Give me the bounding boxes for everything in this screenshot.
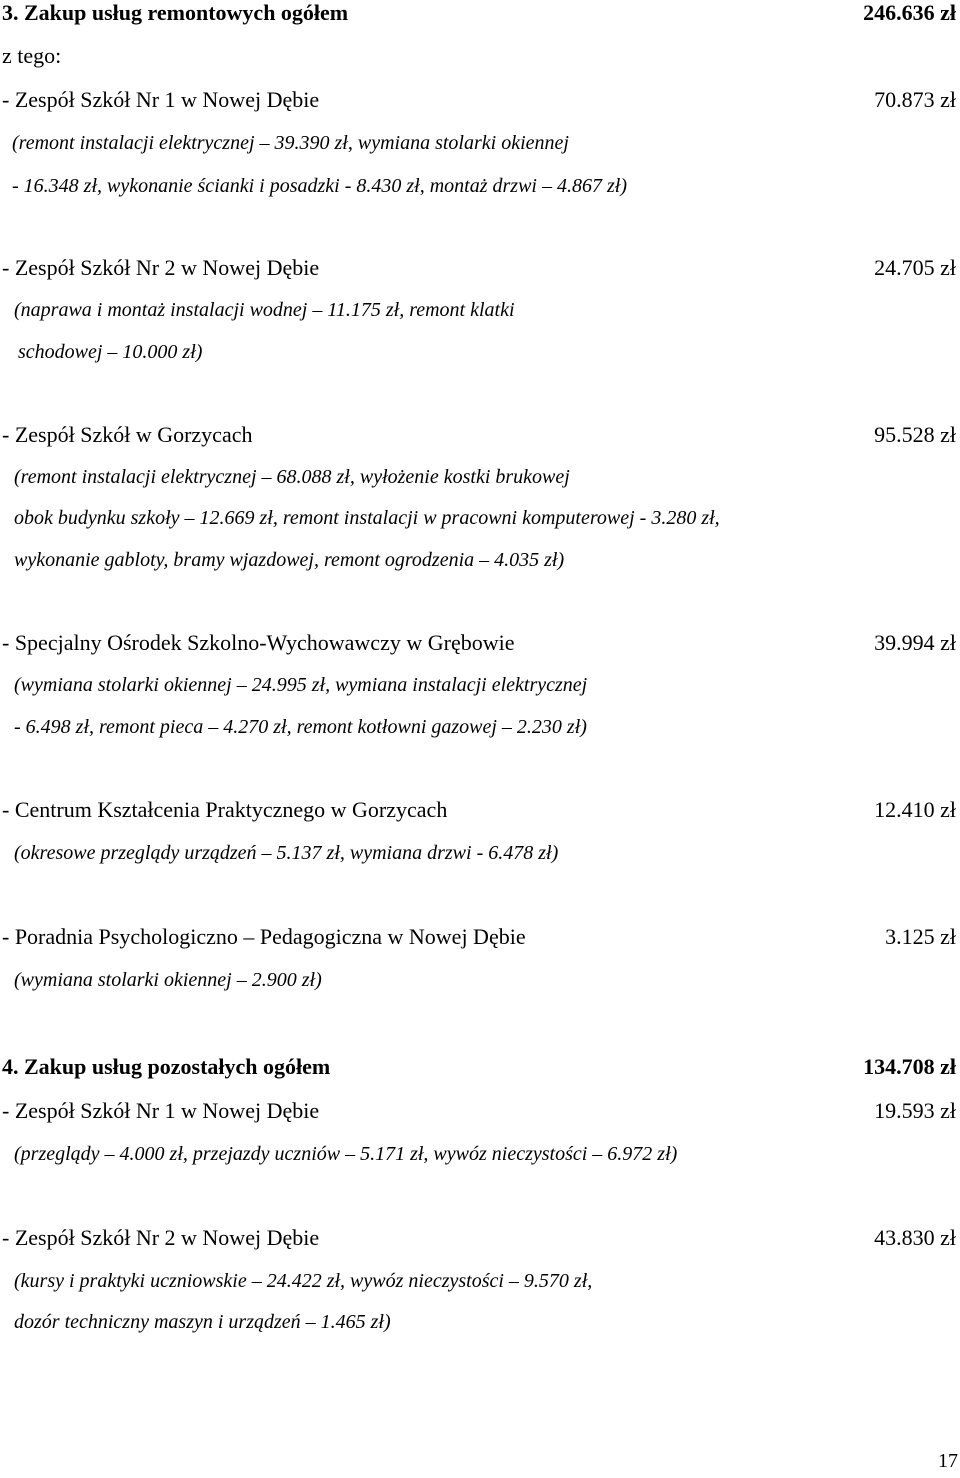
entry-amount: 95.528 zł <box>874 422 956 447</box>
entry-name: - Centrum Kształcenia Praktycznego w Gorzycach <box>2 797 448 822</box>
entry-name: - Specjalny Ośrodek Szkolno-Wychowawczy w Grębowie <box>2 630 515 655</box>
entry-detail: (przeglądy – 4.000 zł, przejazdy uczniów – 5.171 zł, wywóz nieczystości – 6.972 zł) <box>14 1143 678 1165</box>
entry-detail: (naprawa i montaż instalacji wodnej – 11.175 zł, remont klatki <box>14 299 515 321</box>
list-item <box>0 87 960 117</box>
entry-detail-row <box>0 339 960 369</box>
entry-amount: 70.873 zł <box>874 87 956 112</box>
entry-detail: (wymiana stolarki okiennej – 24.995 zł, wymiana instalacji elektrycznej <box>14 674 588 696</box>
entry-detail: (remont instalacji elektrycznej – 39.390 zł, wymiana stolarki okiennej <box>12 132 569 154</box>
list-item <box>0 630 960 660</box>
section3-subhead: z tego: <box>2 43 62 68</box>
list-item <box>0 1098 960 1128</box>
section3-title: 3. Zakup usług remontowych ogółem <box>2 0 349 25</box>
entry-detail: (wymiana stolarki okiennej – 2.900 zł) <box>14 969 322 991</box>
page-number: 17 <box>938 1450 958 1472</box>
entry-detail-row <box>0 1141 960 1171</box>
section3-total: 246.636 zł <box>863 0 956 25</box>
section4-header <box>0 1054 960 1084</box>
entry-detail: - 6.498 zł, remont pieca – 4.270 zł, remont kotłowni gazowej – 2.230 zł) <box>14 716 587 738</box>
entry-detail: wykonanie gabloty, bramy wjazdowej, remont ogrodzenia – 4.035 zł) <box>14 549 565 571</box>
section4-title: 4. Zakup usług pozostałych ogółem <box>2 1054 331 1079</box>
entry-name: - Zespół Szkół Nr 1 w Nowej Dębie <box>2 1098 320 1123</box>
entry-detail-row <box>0 1309 960 1339</box>
entry-detail: (remont instalacji elektrycznej – 68.088 zł, wyłożenie kostki brukowej <box>14 466 570 488</box>
section3-header <box>0 0 960 30</box>
entry-detail: - 16.348 zł, wykonanie ścianki i posadzki - 8.430 zł, montaż drzwi – 4.867 zł) <box>12 175 627 197</box>
entry-detail-row <box>0 714 960 744</box>
entry-detail-row <box>0 505 960 535</box>
entry-detail-row <box>0 672 960 702</box>
entry-detail-row <box>0 173 960 203</box>
entry-name: - Zespół Szkół Nr 2 w Nowej Dębie <box>2 255 320 280</box>
entry-name: - Zespół Szkół w Gorzycach <box>2 422 253 447</box>
entry-detail: (kursy i praktyki uczniowskie – 24.422 zł, wywóz nieczystości – 9.570 zł, <box>14 1270 593 1292</box>
list-item <box>0 422 960 452</box>
entry-amount: 24.705 zł <box>874 255 956 280</box>
list-item <box>0 797 960 827</box>
entry-name: - Poradnia Psychologiczno – Pedagogiczna w Nowej Dębie <box>2 924 526 949</box>
entry-detail-row <box>0 130 960 160</box>
entry-name: - Zespół Szkół Nr 2 w Nowej Dębie <box>2 1225 320 1250</box>
entry-detail-row <box>0 840 960 870</box>
entry-detail-row <box>0 297 960 327</box>
entry-amount: 12.410 zł <box>874 797 956 822</box>
entry-detail: (okresowe przeglądy urządzeń – 5.137 zł, wymiana drzwi - 6.478 zł) <box>14 842 559 864</box>
entry-detail-row <box>0 464 960 494</box>
entry-detail-row <box>0 547 960 577</box>
entry-detail-row <box>0 967 960 997</box>
section4-total: 134.708 zł <box>863 1054 956 1079</box>
entry-detail: dozór techniczny maszyn i urządzeń – 1.465 zł) <box>14 1311 391 1333</box>
entry-amount: 19.593 zł <box>874 1098 956 1123</box>
list-item <box>0 924 960 954</box>
section3-subhead-row <box>0 43 960 73</box>
list-item <box>0 255 960 285</box>
entry-detail-row <box>0 1268 960 1298</box>
entry-name: - Zespół Szkół Nr 1 w Nowej Dębie <box>2 87 320 112</box>
entry-detail: obok budynku szkoły – 12.669 zł, remont instalacji w pracowni komputerowej - 3.280 zł, <box>14 507 720 529</box>
entry-amount: 3.125 zł <box>885 924 956 949</box>
entry-amount: 43.830 zł <box>874 1225 956 1250</box>
entry-detail: schodowej – 10.000 zł) <box>18 341 203 363</box>
list-item <box>0 1225 960 1255</box>
entry-amount: 39.994 zł <box>874 630 956 655</box>
